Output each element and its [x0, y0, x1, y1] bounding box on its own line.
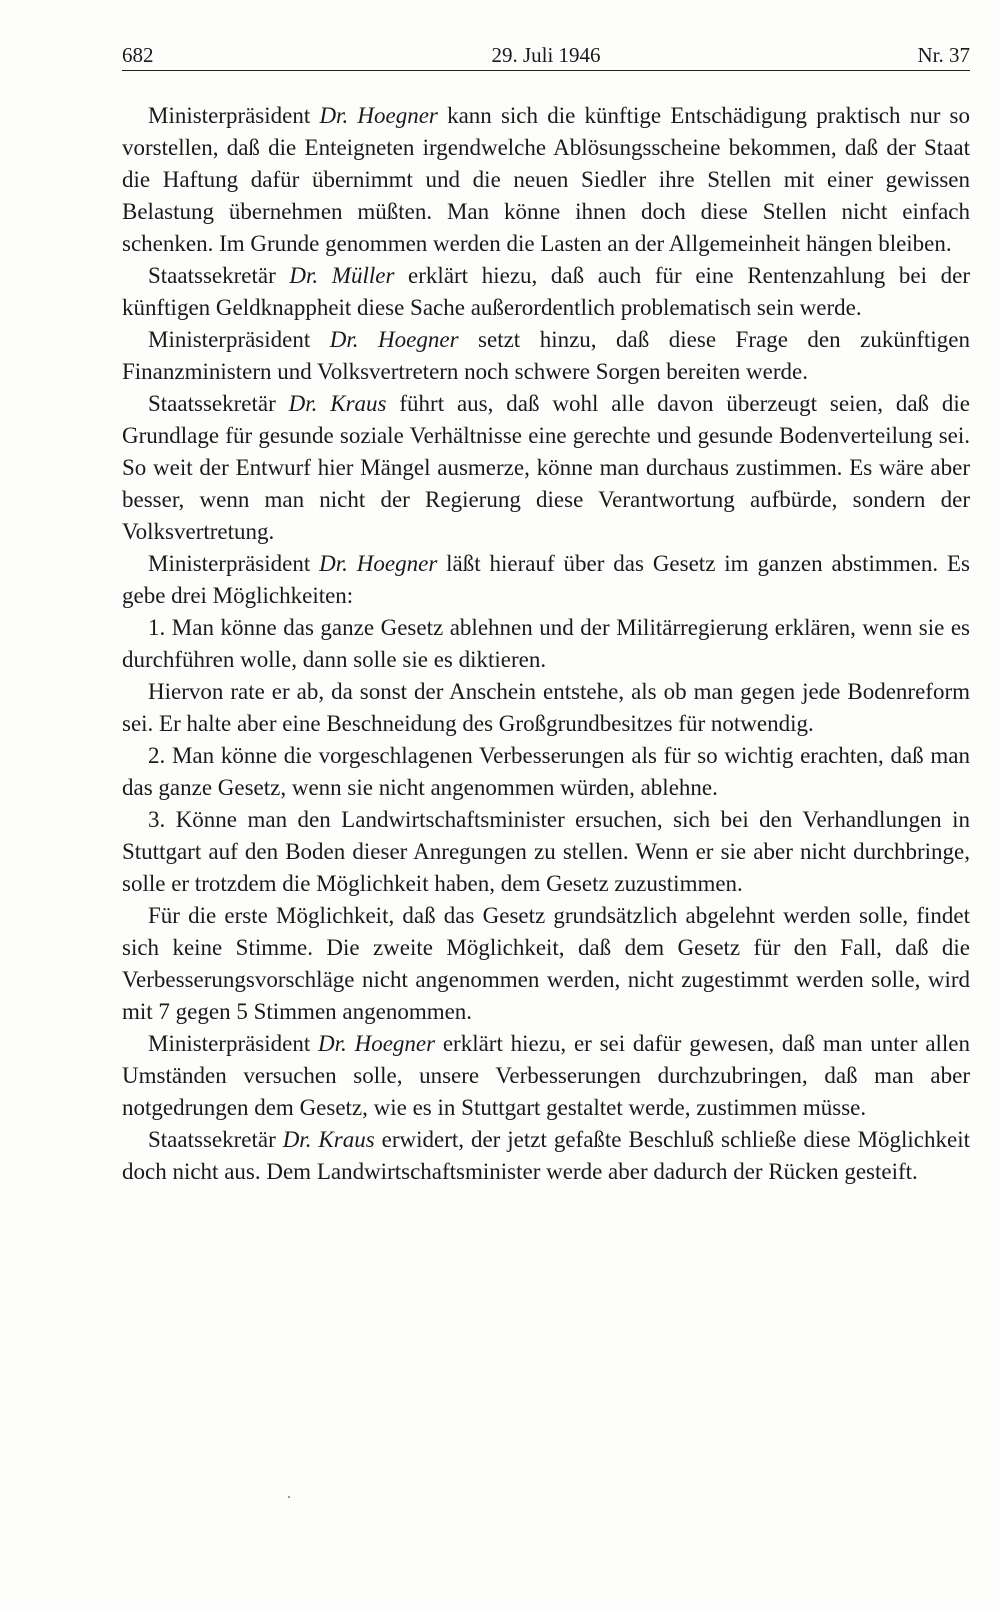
paragraph: 1. Man könne das ganze Gesetz ablehnen und der Militärregierung erklären, wenn sie es durchführen wolle, dann solle sie es diktieren.	[122, 615, 970, 672]
paragraph: Für die erste Möglichkeit, daß das Gesetz grundsätzlich abgelehnt werden solle, findet sich keine Stimme. Die zweite Möglichkeit, daß dem Gesetz für den Fall, daß die Verbesserungsvorschläge nicht angenommen werden, nicht zugestimmt werden solle, wird mit 7 gegen 5 Stimmen angenommen.	[122, 903, 970, 1024]
running-header	[122, 38, 970, 72]
paragraph: Staatssekretär Dr. Kraus erwidert, der jetzt gefaßte Beschluß schließe diese Möglichkeit doch nicht aus. Dem Landwirtschaftsminister werde aber dadurch der Rücken gesteift.	[122, 1127, 970, 1184]
paragraph: Ministerpräsident Dr. Hoegner kann sich die künftige Entschädigung praktisch nur so vorstellen, daß die Enteigneten irgendwelche Ablösungsscheine bekommen, daß der Staat die Haftung dafür übernimmt und die neuen Siedler ihre Stellen mit einer gewissen Belastung übernehmen müßten. Man könne ihnen doch diese Stellen nicht einfach schenken. Im Grunde genommen werden die Lasten an der Allgemeinheit hängen bleiben.	[122, 103, 970, 256]
issue-number: Nr. 37	[917, 43, 970, 67]
paragraph: Ministerpräsident Dr. Hoegner setzt hinzu, daß diese Frage den zukünftigen Finanzministern und Volksvertretern noch schwere Sorgen bereiten werde.	[122, 327, 970, 384]
paragraph: Staatssekretär Dr. Müller erklärt hiezu, daß auch für eine Rentenzahlung bei der künftigen Geldknappheit diese Sache außerordentlich problematisch sein werde.	[122, 263, 970, 320]
paragraph: Ministerpräsident Dr. Hoegner läßt hierauf über das Gesetz im ganzen abstimmen. Es gebe drei Möglichkeiten:	[122, 551, 971, 608]
header-date: 29. Juli 1946	[491, 43, 601, 67]
ink-speck	[288, 1496, 290, 1498]
page-number: 682	[122, 43, 154, 67]
paragraph: Hiervon rate er ab, da sonst der Anschein entstehe, als ob man gegen jede Bodenreform sei. Er halte aber eine Beschneidung des Großgrundbesitzes für notwendig.	[122, 679, 970, 736]
header-rule	[122, 70, 970, 71]
paragraph: 3. Könne man den Landwirtschaftsminister ersuchen, sich bei den Verhandlungen in Stuttgart auf den Boden dieser Anregungen zu stellen. Wenn er sie aber nicht durchbringe, solle er trotzdem die Möglichkeit haben, dem Gesetz zuzustimmen.	[122, 807, 970, 896]
body-text	[122, 100, 970, 1188]
paragraph: Ministerpräsident Dr. Hoegner erklärt hiezu, er sei dafür gewesen, daß man unter allen Umständen versuchen solle, unsere Verbesserungen durchzubringen, daß man aber notgedrungen dem Gesetz, wie es in Stuttgart gestaltet werde, zustimmen müsse.	[122, 1031, 971, 1120]
paragraph: 2. Man könne die vorgeschlagenen Verbesserungen als für so wichtig erachten, daß man das ganze Gesetz, wenn sie nicht angenommen würden, ablehne.	[122, 743, 970, 800]
paragraph: Staatssekretär Dr. Kraus führt aus, daß wohl alle davon überzeugt seien, daß die Grundlage für gesunde soziale Verhältnisse eine gerechte und gesunde Bodenverteilung sei. So weit der Entwurf hier Mängel ausmerze, könne man durchaus zustimmen. Es wäre aber besser, wenn man nicht der Regierung diese Verantwortung aufbürde, sondern der Volksvertretung.	[122, 391, 971, 544]
